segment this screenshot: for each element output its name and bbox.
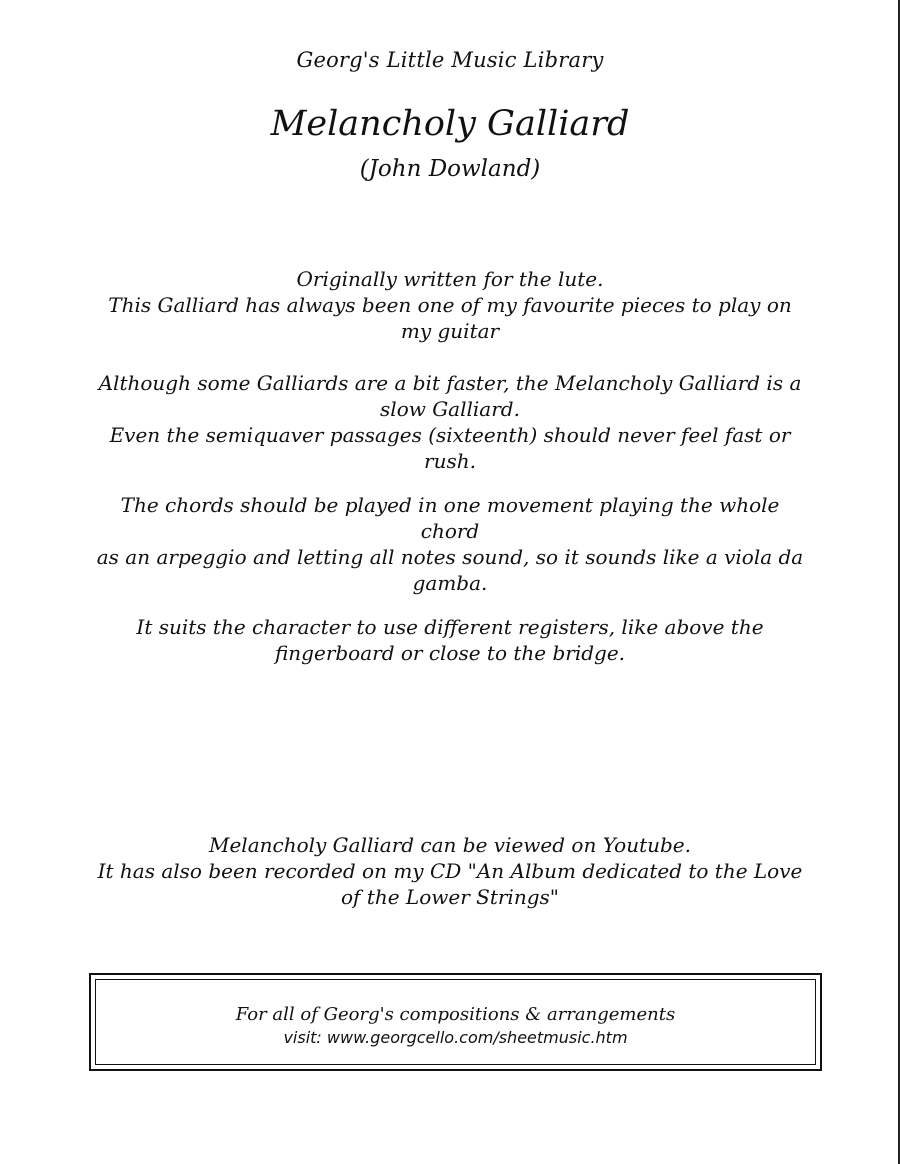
notes-line: It suits the character to use different registers, like above the xyxy=(136,615,764,639)
notes-paragraph-3 xyxy=(90,422,810,474)
notes-line: The chords should be played in one movement playing the whole chord xyxy=(120,493,780,543)
recording-line: It has also been recorded on my CD "An Album dedicated to the Love xyxy=(97,859,803,883)
notes-line: slow Galliard. xyxy=(380,397,520,421)
notes-line: This Galliard has always been one of my favourite pieces to play on xyxy=(108,293,792,317)
notes-line: rush. xyxy=(424,449,476,473)
recording-paragraph xyxy=(90,832,810,910)
recording-notes xyxy=(90,832,810,910)
info-frame xyxy=(89,973,822,1071)
recording-line: of the Lower Strings" xyxy=(341,885,559,909)
page-title: Melancholy Galliard xyxy=(270,104,630,144)
frame-caption: For all of Georg's compositions & arrangements xyxy=(235,1004,676,1025)
info-frame-inner xyxy=(95,979,816,1065)
notes-paragraph-5 xyxy=(90,614,810,666)
notes-line: Even the semiquaver passages (sixteenth) should never feel fast or xyxy=(109,423,791,447)
notes-line: fingerboard or close to the bridge. xyxy=(274,641,626,665)
notes-paragraph-2 xyxy=(90,370,810,422)
recording-line: Melancholy Galliard can be viewed on Youtube. xyxy=(208,833,691,857)
notes-line: gamba. xyxy=(412,571,488,595)
notes-line: Originally written for the lute. xyxy=(296,267,604,291)
notes-paragraph-1 xyxy=(90,266,810,344)
performance-notes xyxy=(90,266,810,692)
composer: (John Dowland) xyxy=(359,156,541,182)
frame-url: visit: www.georgcello.com/sheetmusic.htm xyxy=(283,1028,628,1047)
notes-line: my guitar xyxy=(400,319,500,343)
notes-line: Although some Galliards are a bit faster, the Melancholy Galliard is a xyxy=(98,371,802,395)
library-name: Georg's Little Music Library xyxy=(296,48,604,72)
notes-line: as an arpeggio and letting all notes sound, so it sounds like a viola da xyxy=(96,545,804,569)
notes-paragraph-4 xyxy=(90,492,810,596)
